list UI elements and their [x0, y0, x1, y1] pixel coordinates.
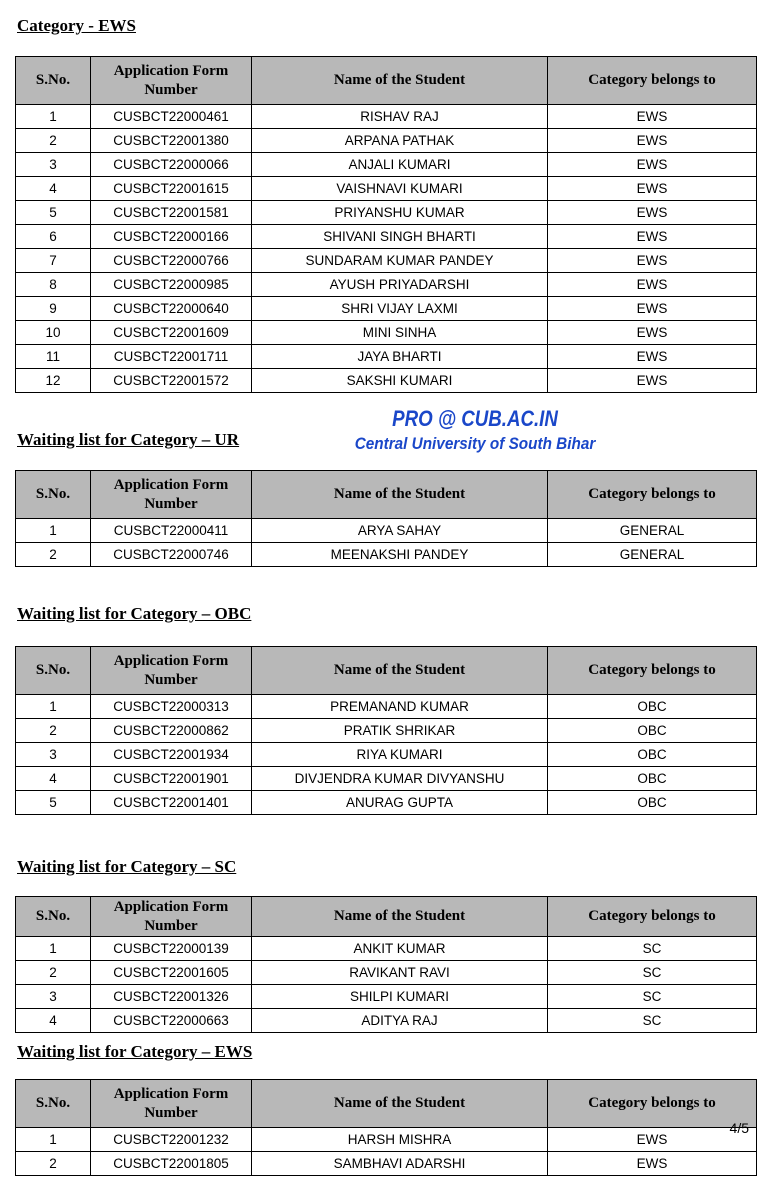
- header-application-number: Application Form Number: [91, 897, 252, 937]
- cell-student-name: VAISHNAVI KUMARI: [252, 177, 548, 201]
- cell-application-number: CUSBCT22001232: [91, 1128, 252, 1152]
- header-application-number: Application Form Number: [91, 647, 252, 695]
- cell-sno: 11: [16, 345, 91, 369]
- cell-student-name: MINI SINHA: [252, 321, 548, 345]
- table-header-row: [16, 1080, 757, 1128]
- cell-application-number: CUSBCT22000461: [91, 105, 252, 129]
- table-row: [16, 695, 757, 719]
- cell-student-name: RIYA KUMARI: [252, 743, 548, 767]
- table-row: [16, 743, 757, 767]
- header-sno: S.No.: [16, 1080, 91, 1128]
- table-row: [16, 249, 757, 273]
- cell-category: EWS: [548, 1128, 757, 1152]
- table-row: [16, 961, 757, 985]
- cell-sno: 2: [16, 543, 91, 567]
- cell-application-number: CUSBCT22001615: [91, 177, 252, 201]
- cell-application-number: CUSBCT22000746: [91, 543, 252, 567]
- cell-student-name: RISHAV RAJ: [252, 105, 548, 129]
- cell-sno: 6: [16, 225, 91, 249]
- cell-student-name: PRATIK SHRIKAR: [252, 719, 548, 743]
- cell-category: EWS: [548, 153, 757, 177]
- cell-student-name: PRIYANSHU KUMAR: [252, 201, 548, 225]
- table-row: [16, 321, 757, 345]
- table-row: [16, 1152, 757, 1176]
- table-header-row: [16, 897, 757, 937]
- cell-category: EWS: [548, 297, 757, 321]
- header-category: Category belongs to: [548, 647, 757, 695]
- header-application-number: Application Form Number: [91, 57, 252, 105]
- cell-student-name: MEENAKSHI PANDEY: [252, 543, 548, 567]
- cell-application-number: CUSBCT22001401: [91, 791, 252, 815]
- cell-category: GENERAL: [548, 519, 757, 543]
- table-header-row: [16, 647, 757, 695]
- table-ur: [15, 470, 757, 567]
- cell-category: OBC: [548, 791, 757, 815]
- cell-application-number: CUSBCT22001605: [91, 961, 252, 985]
- cell-sno: 1: [16, 937, 91, 961]
- header-student-name: Name of the Student: [252, 57, 548, 105]
- cell-student-name: SHRI VIJAY LAXMI: [252, 297, 548, 321]
- table-row: [16, 1128, 757, 1152]
- table-row: [16, 1009, 757, 1033]
- cell-student-name: ANKIT KUMAR: [252, 937, 548, 961]
- section-heading-obc: Waiting list for Category – OBC: [17, 604, 252, 623]
- table-row: [16, 201, 757, 225]
- header-category: Category belongs to: [548, 897, 757, 937]
- cell-category: SC: [548, 1009, 757, 1033]
- cell-sno: 2: [16, 1152, 91, 1176]
- header-application-number: Application Form Number: [91, 471, 252, 519]
- cell-student-name: SHIVANI SINGH BHARTI: [252, 225, 548, 249]
- cell-application-number: CUSBCT22000411: [91, 519, 252, 543]
- cell-application-number: CUSBCT22001711: [91, 345, 252, 369]
- cell-sno: 1: [16, 1128, 91, 1152]
- table-row: [16, 369, 757, 393]
- cell-sno: 3: [16, 743, 91, 767]
- cell-application-number: CUSBCT22000139: [91, 937, 252, 961]
- cell-category: OBC: [548, 695, 757, 719]
- cell-sno: 5: [16, 201, 91, 225]
- table-row: [16, 177, 757, 201]
- cell-application-number: CUSBCT22000985: [91, 273, 252, 297]
- cell-category: EWS: [548, 369, 757, 393]
- table-header-row: [16, 471, 757, 519]
- cell-student-name: DIVJENDRA KUMAR DIVYANSHU: [252, 767, 548, 791]
- cell-sno: 2: [16, 719, 91, 743]
- cell-application-number: CUSBCT22000663: [91, 1009, 252, 1033]
- cell-application-number: CUSBCT22000640: [91, 297, 252, 321]
- table-row: [16, 791, 757, 815]
- table-row: [16, 767, 757, 791]
- cell-student-name: ARYA SAHAY: [252, 519, 548, 543]
- table-row: [16, 153, 757, 177]
- table-ews-waiting: [15, 1079, 757, 1176]
- cell-category: SC: [548, 937, 757, 961]
- header-sno: S.No.: [16, 897, 91, 937]
- cell-sno: 2: [16, 961, 91, 985]
- header-student-name: Name of the Student: [252, 471, 548, 519]
- cell-sno: 8: [16, 273, 91, 297]
- cell-category: EWS: [548, 201, 757, 225]
- header-category: Category belongs to: [548, 471, 757, 519]
- cell-category: EWS: [548, 177, 757, 201]
- header-application-number: Application Form Number: [91, 1080, 252, 1128]
- cell-category: EWS: [548, 345, 757, 369]
- cell-student-name: RAVIKANT RAVI: [252, 961, 548, 985]
- cell-application-number: CUSBCT22001380: [91, 129, 252, 153]
- table-row: [16, 297, 757, 321]
- cell-sno: 4: [16, 767, 91, 791]
- cell-category: EWS: [548, 273, 757, 297]
- cell-category: OBC: [548, 743, 757, 767]
- cell-sno: 5: [16, 791, 91, 815]
- cell-application-number: CUSBCT22000862: [91, 719, 252, 743]
- cell-application-number: CUSBCT22001805: [91, 1152, 252, 1176]
- cell-application-number: CUSBCT22001326: [91, 985, 252, 1009]
- table-row: [16, 273, 757, 297]
- table-row: [16, 719, 757, 743]
- cell-category: EWS: [548, 129, 757, 153]
- cell-category: GENERAL: [548, 543, 757, 567]
- cell-category: SC: [548, 985, 757, 1009]
- table-row: [16, 937, 757, 961]
- cell-student-name: PREMANAND KUMAR: [252, 695, 548, 719]
- table-row: [16, 543, 757, 567]
- table-row: [16, 345, 757, 369]
- cell-student-name: SAMBHAVI ADARSHI: [252, 1152, 548, 1176]
- cell-sno: 3: [16, 985, 91, 1009]
- table-row: [16, 129, 757, 153]
- header-category: Category belongs to: [548, 57, 757, 105]
- cell-student-name: ADITYA RAJ: [252, 1009, 548, 1033]
- cell-sno: 1: [16, 519, 91, 543]
- cell-sno: 4: [16, 1009, 91, 1033]
- section-heading-ews-waiting: Waiting list for Category – EWS: [17, 1042, 253, 1061]
- cell-category: EWS: [548, 225, 757, 249]
- header-sno: S.No.: [16, 647, 91, 695]
- cell-category: EWS: [548, 1152, 757, 1176]
- header-sno: S.No.: [16, 57, 91, 105]
- table-sc: [15, 896, 757, 1033]
- cell-category: OBC: [548, 767, 757, 791]
- cell-sno: 7: [16, 249, 91, 273]
- cell-category: SC: [548, 961, 757, 985]
- cell-application-number: CUSBCT22001572: [91, 369, 252, 393]
- cell-application-number: CUSBCT22001581: [91, 201, 252, 225]
- cell-application-number: CUSBCT22000066: [91, 153, 252, 177]
- table-row: [16, 225, 757, 249]
- header-student-name: Name of the Student: [252, 897, 548, 937]
- page-number: 4/5: [729, 1120, 749, 1136]
- header-sno: S.No.: [16, 471, 91, 519]
- watermark-line1: PRO @ CUB.AC.IN: [392, 406, 558, 431]
- cell-student-name: SAKSHI KUMARI: [252, 369, 548, 393]
- cell-sno: 3: [16, 153, 91, 177]
- cell-student-name: ANJALI KUMARI: [252, 153, 548, 177]
- cell-student-name: ARPANA PATHAK: [252, 129, 548, 153]
- table-row: [16, 985, 757, 1009]
- cell-sno: 12: [16, 369, 91, 393]
- header-category: Category belongs to: [548, 1080, 757, 1128]
- table-row: [16, 519, 757, 543]
- cell-application-number: CUSBCT22001934: [91, 743, 252, 767]
- section-heading-ews: Category - EWS: [17, 16, 136, 35]
- cell-application-number: CUSBCT22001901: [91, 767, 252, 791]
- cell-application-number: CUSBCT22000166: [91, 225, 252, 249]
- watermark: [330, 405, 620, 455]
- section-heading-ur: Waiting list for Category – UR: [17, 430, 240, 449]
- cell-sno: 1: [16, 695, 91, 719]
- section-heading-sc: Waiting list for Category – SC: [17, 857, 237, 876]
- cell-category: EWS: [548, 249, 757, 273]
- cell-category: EWS: [548, 105, 757, 129]
- cell-category: EWS: [548, 321, 757, 345]
- cell-student-name: ANURAG GUPTA: [252, 791, 548, 815]
- cell-student-name: AYUSH PRIYADARSHI: [252, 273, 548, 297]
- table-header-row: [16, 57, 757, 105]
- cell-student-name: JAYA BHARTI: [252, 345, 548, 369]
- cell-sno: 10: [16, 321, 91, 345]
- table-row: [16, 105, 757, 129]
- cell-application-number: CUSBCT22000766: [91, 249, 252, 273]
- cell-sno: 4: [16, 177, 91, 201]
- watermark-line2: Central University of South Bihar: [354, 434, 596, 453]
- cell-student-name: HARSH MISHRA: [252, 1128, 548, 1152]
- cell-sno: 2: [16, 129, 91, 153]
- cell-application-number: CUSBCT22000313: [91, 695, 252, 719]
- header-student-name: Name of the Student: [252, 1080, 548, 1128]
- cell-sno: 1: [16, 105, 91, 129]
- header-student-name: Name of the Student: [252, 647, 548, 695]
- cell-student-name: SHILPI KUMARI: [252, 985, 548, 1009]
- cell-application-number: CUSBCT22001609: [91, 321, 252, 345]
- cell-sno: 9: [16, 297, 91, 321]
- cell-category: OBC: [548, 719, 757, 743]
- table-ews: [15, 56, 757, 393]
- cell-student-name: SUNDARAM KUMAR PANDEY: [252, 249, 548, 273]
- table-obc: [15, 646, 757, 815]
